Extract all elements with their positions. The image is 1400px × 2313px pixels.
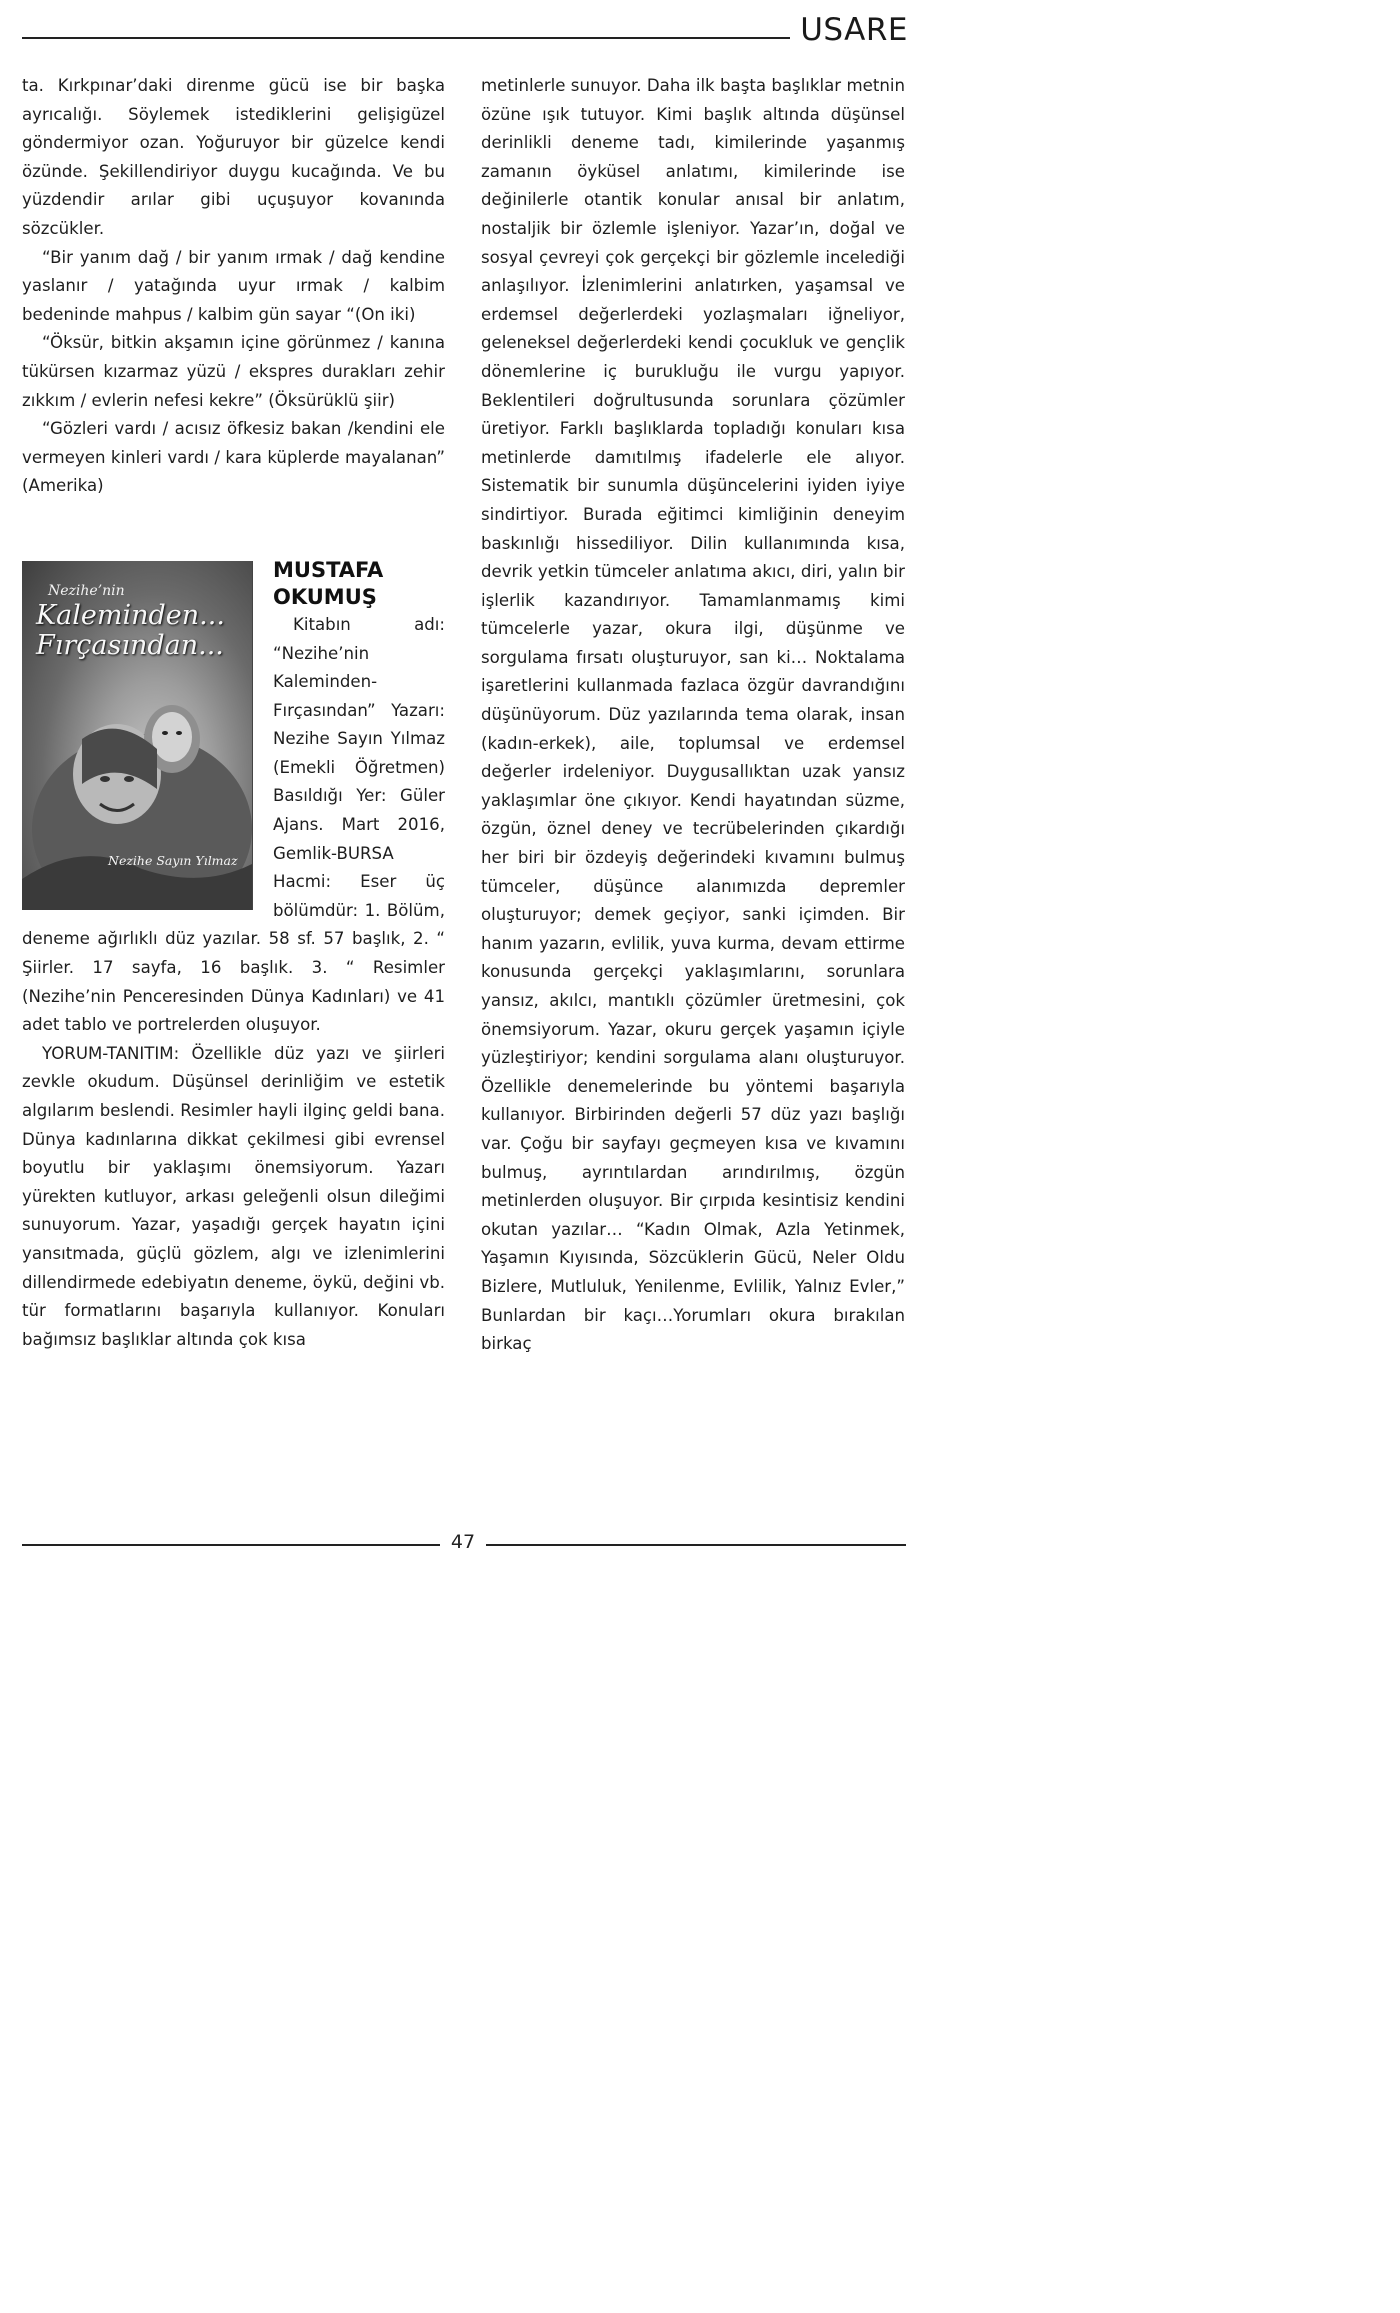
footer-rule-left — [22, 1544, 440, 1546]
author-first-name: MUSTAFA — [273, 557, 384, 582]
cover-title — [36, 601, 225, 661]
footer-rule-right — [486, 1544, 906, 1546]
review-paragraph: YORUM-TANITIM: Özellikle düz yazı ve şiirleri zevkle okudum. Düşünsel derinliğim ve estetik algılarım beslendi. Resimler hayli ilginç geldi bana. Dünya kadınlarına dikkat çekilmesi gibi evrensel boyutlu bir yaklaşımı önemsiyorum. Yazarı yürekten kutluyor, arkası geleğenli olsun dileğimi sunuyorum. Yazar, yaşadığı gerçek hayatın içini yansıtmada, güçlü gözlem, algı ve izlenimlerini dillendirmede edebiyatın deneme, öykü, değini vb. tür formatlarını başarıyla kullanıyor. Konuları bağımsız başlıklar altında çok kısa — [22, 1043, 445, 1349]
cover-author-bottom: Nezihe Sayın Yılmaz — [108, 853, 238, 869]
book-info-paragraph: Kitabın adı: “Nezihe’nin Kaleminden-Fırçasından” Yazarı: Nezihe Sayın Yılmaz (Emekli Öğretmen) Basıldığı Yer: Güler Ajans. Mart 2016, Gemlik-BURSA Hacmi: Eser üç bölümdür: 1. Bölüm, deneme ağırlıklı düz yazılar. 58 sf. 57 başlık, 2. “ Şiirler. 17 sayfa, 16 başlık. 3. “ Resimler (Nezihe’nin Penceresinden Dünya Kadınları) ve 41 adet tablo ve portrelerden oluşuyor. — [22, 614, 445, 1035]
magazine-name: USARE — [800, 12, 908, 48]
poem-quote: “Bir yanım dağ / bir yanım ırmak / dağ kendine yaslanır / yatağında uyur ırmak / kalbim bedeninde mahpus / kalbim gün sayar “(On iki) — [22, 247, 445, 324]
header-rule — [22, 37, 790, 39]
cover-title-line: Kaleminden... — [36, 599, 225, 631]
section-spacer — [22, 501, 445, 557]
body-paragraph: ta. Kırkpınar’daki direnme gücü ise bir başka ayrıcalığı. Söylemek istediklerini gelişigüzel göndermiyor ozan. Yoğuruyor bir güzelce kendi özünde. Şekillendiriyor duygu kucağında. Ve bu yüzdendir arılar gibi uçuşuyor kovanında sözcükler. — [22, 76, 445, 238]
poem-quote: “Gözleri vardı / acısız öfkesiz bakan /kendini ele vermeyen kinleri vardı / kara küplerde mayalanan” (Amerika) — [22, 419, 445, 496]
author-last-name: OKUMUŞ — [273, 584, 377, 609]
poem-quote: “Öksür, bitkin akşamın içine görünmez / kanına tükürsen kızarmaz yüzü / ekspres durakları zehir zıkkım / evlerin nefesi kekre” (Öksürüklü şiir) — [22, 333, 445, 410]
cover-author-top: Nezihe’nin — [48, 582, 125, 599]
page-number: 47 — [450, 1531, 476, 1553]
left-column — [22, 72, 445, 1354]
book-cover-image — [22, 561, 253, 910]
right-column — [481, 72, 905, 1359]
body-paragraph: metinlerle sunuyor. Daha ilk başta başlıklar metnin özüne ışık tutuyor. Kimi başlık altında düşünsel derinlikli deneme tadı, kimilerinde yaşanmış zamanın öyküsel anlatımı, kimilerinde ise değinilerle otantik konular anısal bir anlatım, nostaljik bir özlemle işleniyor. Yazar’ın, doğal ve sosyal çevreyi çok gerçekçi bir gözlemle incelediği anlaşılıyor. İzlenimlerini anlatırken, yaşamsal ve erdemsel değerlerdeki yozlaşmaları iğneliyor, geleneksel değerlerdeki kendi çocukluk ve gençlik dönemlerine iç burukluğu ile vurgu yapıyor. Beklentileri doğrultusunda sorunlara çözümler üretiyor. Farklı başlıklarda topladığı konuları kısa metinlerde damıtılmış ifadelerle ele alıyor. Sistematik bir sunumla düşüncelerini iyiden iyiye sindirtiyor. Burada eğitimci kimliğinin deneyim baskınlığı hissediliyor. Dilin kullanımında kısa, devrik yetkin tümceler anlatıma akıcı, diri, yalın bir işlerlik kazandırıyor. Tamamlanmamış kimi tümcelerle yazar, okura ilgi, düşünme ve sorgulama fırsatı oluşturuyor, san ki… Noktalama işaretlerini kullanmada fazlaca özgür davrandığını düşünüyorum. Düz yazılarında tema olarak, insan (kadın-erkek), aile, toplumsal ve erdemsel değerler irdeleniyor. Duygusallıktan uzak yansız yaklaşımlar öne çıkıyor. Kendi hayatından süzme, özgün, öznel deney ve tecrübelerinden çıkardığı her biri bir özdeyiş değerindeki kıvamını bulmuş tümceler, düşünce alanımızda depremler oluşturuyor; demek geçiyor, sanki içimden. Bir hanım yazarın, evlilik, yuva kurma, devam ettirme konusunda gerçekçi yaklaşımlarını, sorunlara yansız, akılcı, mantıklı çözümler üretmesini, çok önemsiyorum. Yazar, okuru gerçek yaşamın içiyle yüzleştiriyor; kendini sorgulama alanı oluşturuyor. Özellikle denemelerinde bu yöntemi başarıyla kullanıyor. Birbirinden değerli 57 düz yazı başlığı var. Çoğu bir sayfayı geçmeyen kısa ve kıvamını bulmuş, ayrıntılardan arındırılmış, özgün metinlerden oluşuyor. Bir çırpıda kesintisiz kendini okutan yazılar… “Kadın Olmak, Azla Yetinmek, Yaşamın Kıyısında, Sözcüklerin Gücü, Neler Oldu Bizlere, Mutluluk, Yenilenme, Evlilik, Yalnız Evler,” Bunlardan bir kaçı…Yorumları okura bırakılan birkaç — [481, 76, 905, 1354]
cover-title-line: Fırçasından... — [36, 629, 224, 661]
